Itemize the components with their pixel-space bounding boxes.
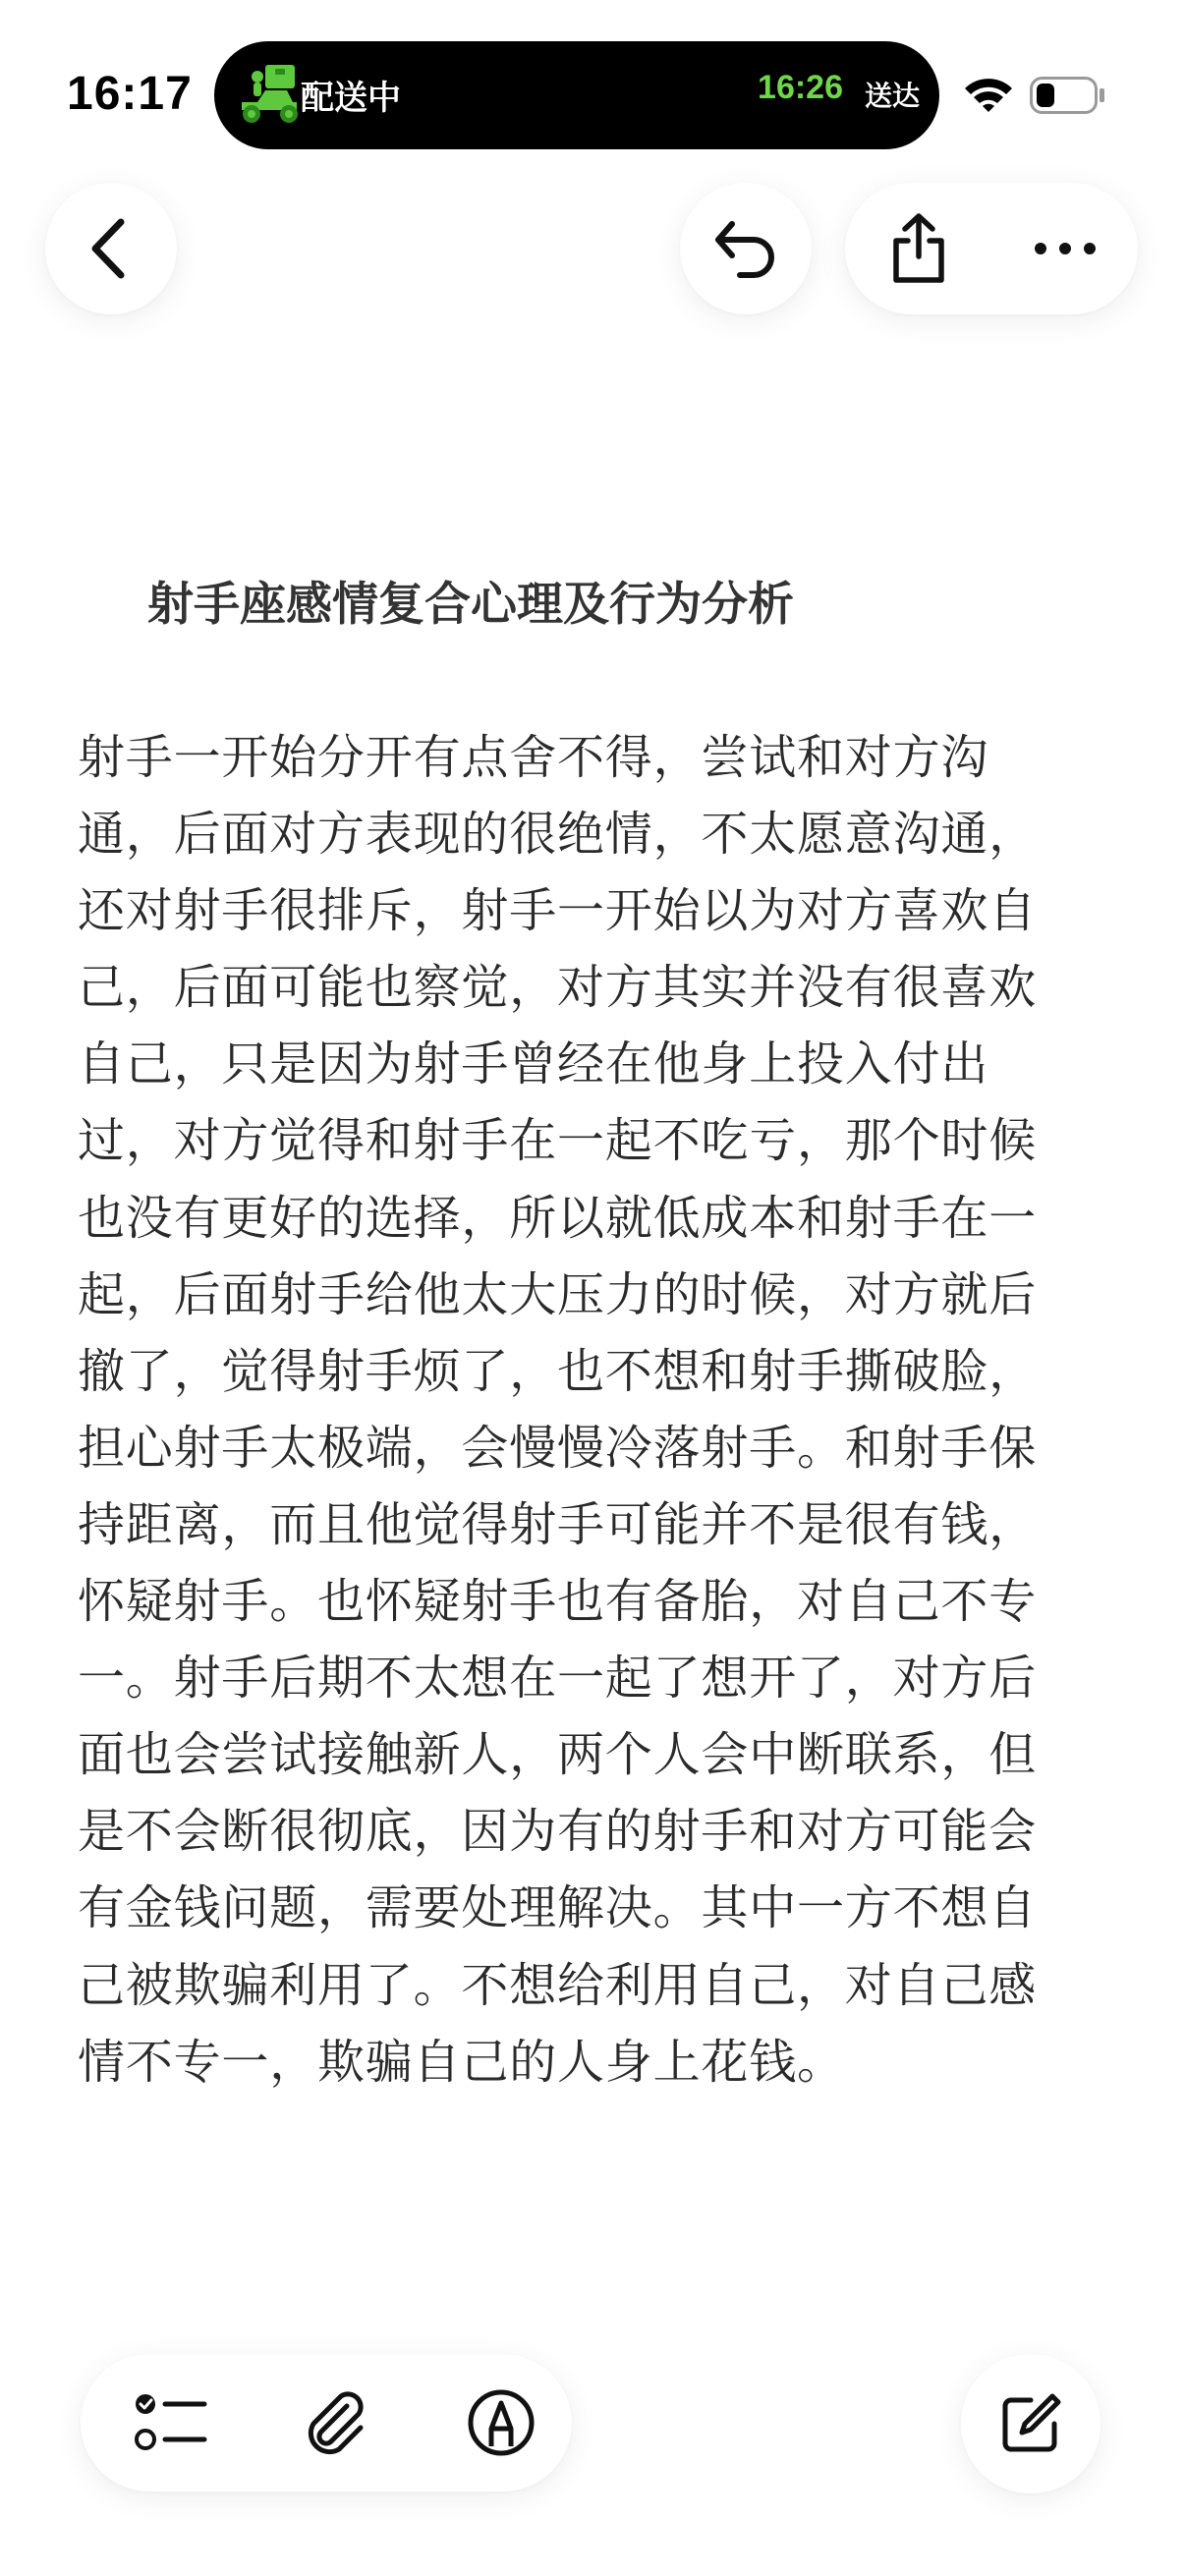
undo-icon xyxy=(710,216,781,281)
note-actions-group xyxy=(845,183,1138,314)
paperclip-icon xyxy=(302,2388,370,2457)
checklist-icon xyxy=(134,2390,208,2455)
delivery-eta-label: 送达 xyxy=(864,80,920,112)
share-button[interactable] xyxy=(845,183,991,314)
undo-button[interactable] xyxy=(680,183,812,314)
formatting-toolbar xyxy=(81,2354,572,2492)
markup-pen-icon xyxy=(466,2387,536,2458)
note-body[interactable]: 射手一开始分开有点舍不得，尝试和对方沟通，后面对方表现的很绝情，不太愿意沟通，还对射手很排斥，射手一开始以为对方喜欢自己，后面可能也察觉，对方其实并没有很喜欢自己，只是因为射手曾经在他身上投入付出过，对方觉得和射手在一起不吃亏，那个时候也没有更好的选择，所以就低成本和射手在一起，后面射手给他太大压力的时候，对方就后撤了，觉得射手烦了，也不想和射手撕破脸，担心射手太极端，会慢慢冷落射手。和射手保持距离，而且他觉得射手可能并不是很有钱，怀疑射手。也怀疑射手也有备胎，对自己不专一。射手后期不太想在一起了想开了，对方后面也会尝试接触新人，两个人会中断联系，但是不会断很彻底，因为有的射手和对方可能会有金钱问题，需要处理解决。其中一方不想自己被欺骗利用了。不想给利用自己，对自己感情不专一，欺骗自己的人身上花钱。 xyxy=(78,730,1038,2090)
more-icon xyxy=(1033,241,1098,256)
chevron-left-icon xyxy=(82,214,141,283)
delivery-eta-time: 16:26 xyxy=(758,69,843,106)
status-time: 16:17 xyxy=(67,68,193,120)
delivery-status-text: 配送中 xyxy=(301,79,401,118)
share-icon xyxy=(886,211,951,286)
dynamic-island-delivery-activity[interactable] xyxy=(214,41,939,149)
more-button[interactable] xyxy=(991,183,1138,314)
note-title[interactable]: 射手座感情复合心理及行为分析 xyxy=(147,578,794,632)
battery-icon xyxy=(1030,77,1106,114)
compose-icon xyxy=(997,2390,1064,2457)
compose-button[interactable] xyxy=(961,2354,1100,2493)
wifi-icon xyxy=(963,75,1014,114)
attachment-button[interactable] xyxy=(267,2354,405,2492)
delivery-scooter-icon xyxy=(236,63,305,128)
back-button[interactable] xyxy=(45,183,177,314)
checklist-button[interactable] xyxy=(102,2354,240,2492)
markup-button[interactable] xyxy=(432,2354,570,2492)
